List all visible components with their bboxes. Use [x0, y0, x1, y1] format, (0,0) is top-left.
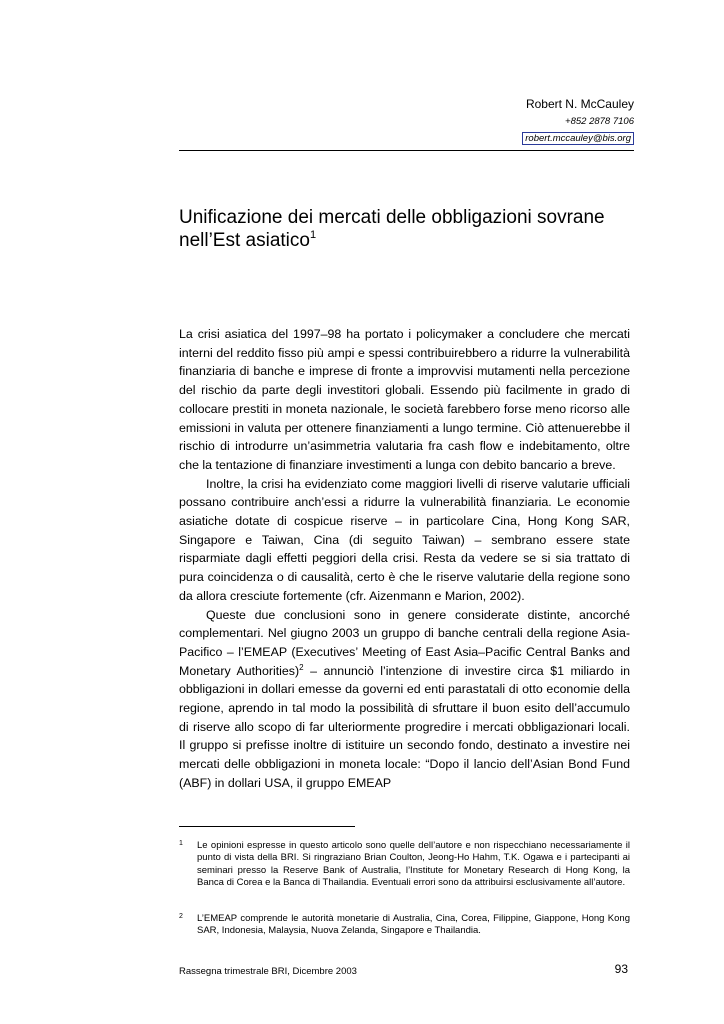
body-paragraph-2: Inoltre, la crisi ha evidenziato come maggiori livelli di riserve valutarie ufficiali possano contribuire anch’essi a ridurre la vulnerabilità finanziaria. Le economie asiatiche dotate di cospicue riserve – in particolare Cina, Hong Kong SAR, Singapore e Taiwan, Cina (di seguito Taiwan) – sembrano essere state risparmiate dagli effetti peggiori della crisi. Resta da vedere se si sia trattato di pura coincidenza o di causalità, certo è che le riserve valutarie della regione sono da allora cresciute fortemente (cfr. Aizenmann e Marion, 2002).: [179, 476, 630, 603]
footnote-2: [179, 913, 630, 938]
author-phone: +852 2878 7106: [565, 116, 634, 127]
author-email-link[interactable]: robert.mccauley@bis.org: [522, 132, 634, 145]
footer-page-number: 93: [614, 962, 628, 976]
article-title: [179, 206, 649, 252]
author-block: [522, 97, 634, 146]
article-body: [179, 325, 630, 793]
footnote-text: L’EMEAP comprende le autorità monetarie di Australia, Cina, Corea, Filippine, Giappone, Hong Kong SAR, Indonesia, Malaysia, Nuova Zelanda, Singapore e Thailandia.: [197, 913, 630, 937]
body-footnote-ref-2[interactable]: 2: [299, 662, 304, 672]
footnote-1: [179, 840, 630, 889]
body-paragraph-3-part-b: – annunciò l’intenzione di investire circa $1 miliardo in obbligazioni in dollari emesse da governi ed enti parastatali di otto economie della regione, aprendo in tal modo la possibilità di sfruttare il buon esito dell’accumulo di riserve allo scopo di far ulteriormente progredire i mercati obbligazionari locali. Il gruppo si prefisse inoltre di istituire un secondo fondo, destinato a investire nei mercati delle obbligazioni in moneta locale: “Dopo il lancio dell’Asian Bond Fund (ABF) in dollari USA, il gruppo EMEAP: [179, 663, 630, 790]
header-rule: [179, 150, 634, 151]
body-paragraph-3: [179, 606, 630, 793]
title-line-1: Unificazione dei mercati delle obbligazioni sovrane: [179, 207, 605, 228]
author-name: Robert N. McCauley: [525, 97, 634, 111]
footer-publication: Rassegna trimestrale BRI, Dicembre 2003: [179, 966, 357, 977]
body-paragraph-1: La crisi asiatica del 1997–98 ha portato i policymaker a concludere che mercati interni del reddito fisso più ampi e spessi contribuirebbero a ridurre la vulnerabilità finanziaria di banche e imprese di fronte a improvvisi mutamenti nella percezione del rischio da parte degli investitori globali. Essendo più facilmente in grado di collocare prestiti in moneta nazionale, le società farebbero forse meno ricorso alle emissioni in valuta per ottenere finanziamenti a lungo termine. Ciò attenuerebbe il rischio di introdurre un’asimmetria valutaria fra cash flow e indebitamento, oltre che la tentazione di finanziare investimenti a lunga con debito bancario a breve.: [179, 327, 630, 472]
footnote-rule: [179, 826, 355, 827]
title-line-2: nell’Est asiatico: [179, 230, 310, 251]
footnote-number: 1: [179, 840, 183, 847]
footnote-number: 2: [179, 913, 183, 920]
footnote-text: Le opinioni espresse in questo articolo sono quelle dell’autore e non rispecchiano necessariamente il punto di vista della BRI. Si ringraziano Brian Coulton, Jeong-Ho Hahm, T.K. Ogawa e i partecipanti ai seminari presso la Reserve Bank of Australia, l’Institute for Monetary Research di Hong Kong, la Banca di Corea e la Banca di Thailandia. Eventuali errori sono da attribuirsi esclusivamente all’autore.: [197, 840, 630, 888]
title-footnote-ref[interactable]: 1: [309, 229, 317, 241]
body-paragraph-3-part-a: Queste due conclusioni sono in genere considerate distinte, ancorché complementari. Nel giugno 2003 un gruppo di banche centrali della regione Asia-Pacifico – l’EMEAP (Executives’ Meeting of East Asia–Pacific Central Banks and Monetary Authorities): [179, 607, 630, 678]
